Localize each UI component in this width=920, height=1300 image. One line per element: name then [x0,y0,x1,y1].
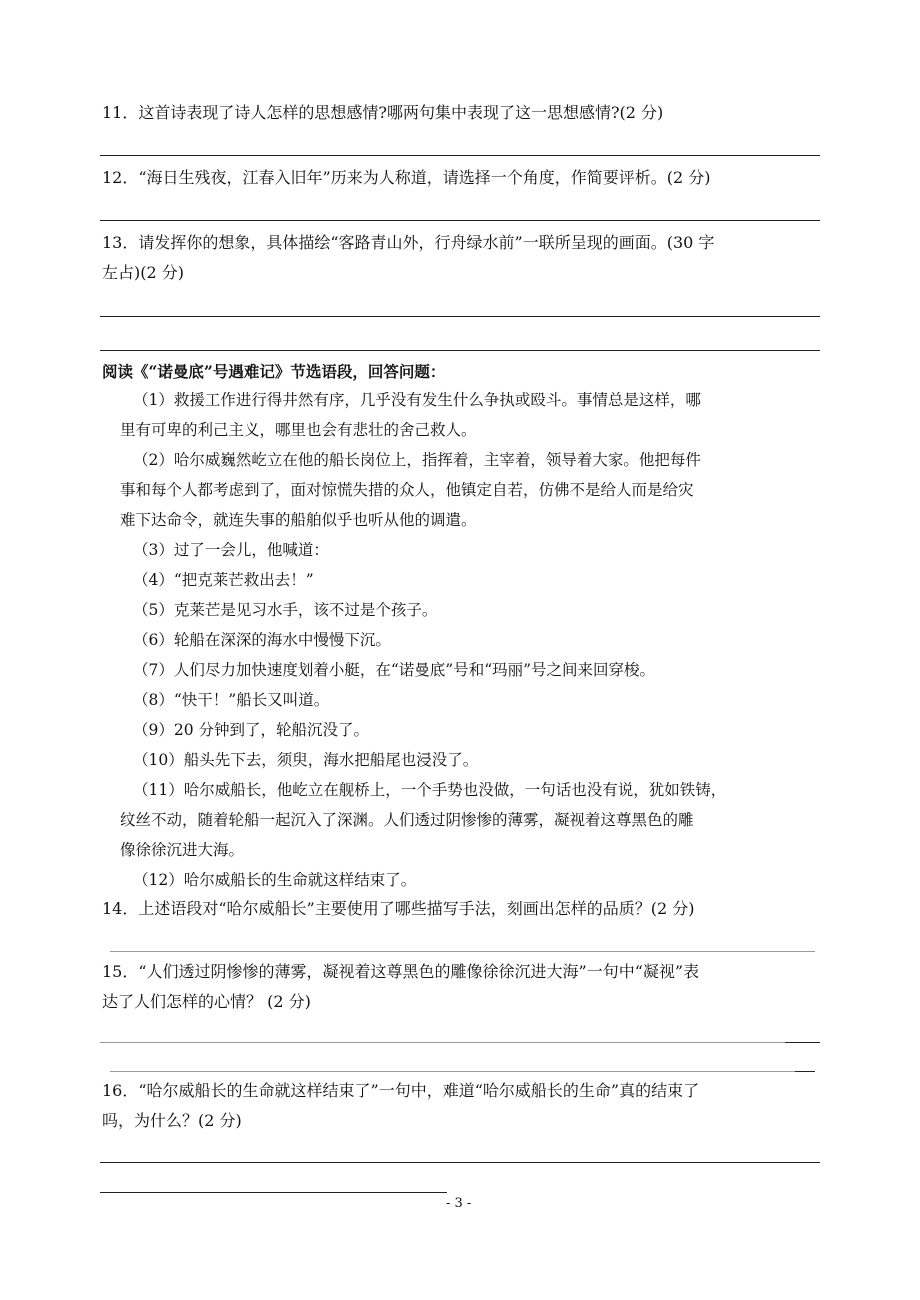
question-15-line-1: 15．“人们透过阴惨惨的薄雾，凝视着这尊黑色的雕像徐徐沉进大海”一句中“凝视”表 [102,962,700,981]
answer-line-15b [110,1071,800,1072]
answer-line-12 [100,220,820,221]
question-14: 14．上述语段对“哈尔威船长”主要使用了哪些描写手法，刻画出怎样的品质？(2 分) [102,899,695,918]
passage-line: （3）过了一会儿，他喊道： [133,541,329,559]
answer-line-13b [100,350,820,351]
passage-line: （5）克莱芒是见习水手，该不过是个孩子。 [133,601,438,619]
passage-line: 难下达命令，就连失事的船舶似乎也听从他的调遣。 [120,511,477,529]
answer-line-16b [100,1192,447,1193]
question-16-line-2: 吗，为什么？(2 分) [102,1111,242,1130]
passage-line: （1）救援工作进行得井然有序，几乎没有发生什么争执或殴斗。事情总是这样，哪 [133,391,701,409]
page-number: - 3 - [446,1196,472,1211]
passage-line: （9）20 分钟到了，轮船沉没了。 [133,721,370,739]
answer-line-15a [100,1042,785,1043]
passage-line: 像徐徐沉进大海。 [120,841,245,859]
passage-line: （8）“快干！”船长又叫道。 [133,691,330,709]
question-13-line-2: 左占)(2 分) [102,263,184,282]
answer-line-13a [100,316,820,317]
question-12: 12．“海日生残夜，江春入旧年”历来为人称道，请选择一个角度，作简要评析。(2 分) [102,168,711,187]
passage-line: （4）“把克莱芒救出去！” [133,571,314,589]
answer-line-15a-end [785,1042,820,1043]
passage-line: （2）哈尔威巍然屹立在他的船长岗位上，指挥着，主宰着，领导着大家。他把每件 [133,451,701,469]
passage-line: 纹丝不动，随着轮船一起沉入了深渊。人们透过阴惨惨的薄雾，凝视着这尊黑色的雕 [120,811,694,829]
passage-line: （10）船头先下去，须臾，海水把船尾也浸没了。 [133,751,479,769]
question-11: 11．这首诗表现了诗人怎样的思想感情?哪两句集中表现了这一思想感情?(2 分) [102,103,664,122]
passage-line: 事和每个人都考虑到了，面对惊慌失措的众人，他镇定自若，仿佛不是给人而是给灾 [120,481,694,499]
reading-heading: 阅读《“诺曼底”号遇难记》节选语段，回答问题： [102,362,446,381]
question-13-line-1: 13．请发挥你的想象，具体描绘“客路青山外，行舟绿水前”一联所呈现的画面。(30 字 [102,233,715,252]
passage-line: （7）人们尽力加快速度划着小艇，在“诺曼底”号和“玛丽”号之间来回穿梭。 [133,661,656,679]
answer-line-11 [100,155,820,156]
passage-line: （12）哈尔威船长的生命就这样结束了。 [133,871,417,889]
question-15-line-2: 达了人们怎样的心情？ (2 分) [102,992,311,1011]
answer-line-15b-end [795,1071,815,1072]
passage-line: 里有可卑的利己主义，哪里也会有悲壮的舍己救人。 [120,421,477,439]
passage-line: （6）轮船在深深的海水中慢慢下沉。 [133,631,391,649]
question-16-line-1: 16．“哈尔威船长的生命就这样结束了”一句中，难道“哈尔威船长的生命”真的结束了 [102,1081,700,1100]
answer-line-16a [100,1162,820,1163]
answer-line-14 [110,951,815,952]
passage-line: （11）哈尔威船长，他屹立在舰桥上，一个手势也没做，一句话也没有说，犹如铁铸， [133,781,727,799]
